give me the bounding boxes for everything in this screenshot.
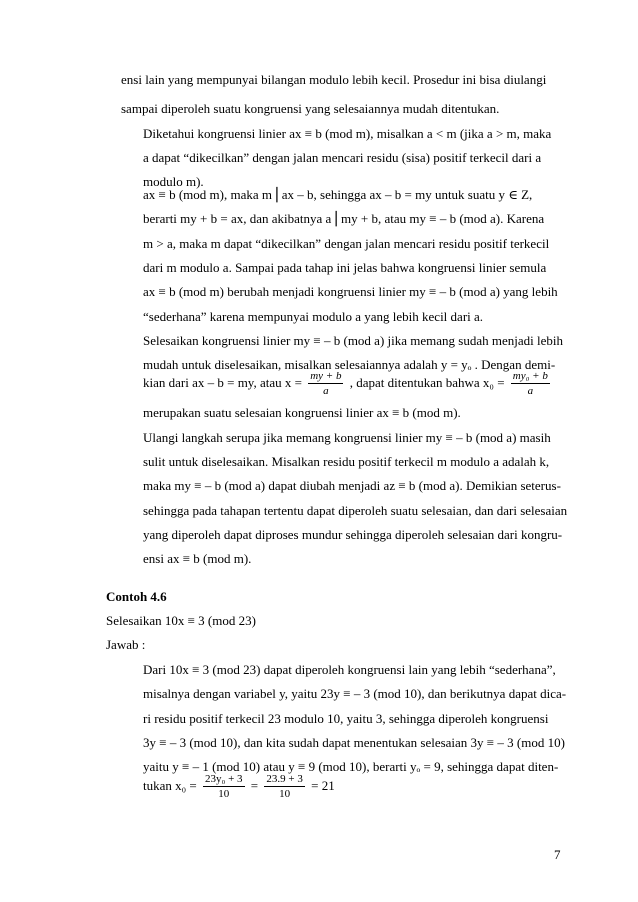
fraction-denominator: 10	[203, 786, 245, 801]
fraction-numerator: my + b	[310, 369, 342, 382]
page-number: 7	[554, 847, 561, 862]
fraction-denominator: a	[511, 383, 550, 398]
text-line: Selesaikan 10x ≡ 3 (mod 23)	[106, 613, 256, 628]
fraction-23-9-plus-3-over-10	[264, 772, 304, 801]
fraction-23y0-plus-3-over-10	[203, 772, 245, 801]
text-segment: , dapat ditentukan bahwa x₀ =	[349, 375, 508, 390]
example-heading: Contoh 4.6	[106, 589, 167, 604]
text-line: a dapat “dikecilkan” dengan jalan mencari residu (sisa) positif terkecil dari a	[143, 150, 542, 165]
text-line: Selesaikan kongruensi linier my ≡ – b (mod a) jika memang sudah menjadi lebih	[143, 333, 563, 348]
text-segment: kian dari ax – b = my, atau x =	[143, 375, 306, 390]
text-line: “sederhana” karena mempunyai modulo a yang lebih kecil dari a.	[143, 309, 484, 324]
text-segment: tukan x₀ =	[143, 778, 200, 793]
text-line: sulit untuk diselesaikan. Misalkan residu positif terkecil m modulo a adalah k,	[143, 454, 550, 469]
fraction-line	[143, 771, 335, 802]
text-line: sampai diperoleh suatu kongruensi yang selesaiannya mudah ditentukan.	[121, 101, 500, 116]
fraction-my0-plus-b-over-a	[511, 369, 550, 398]
text-line: Diketahui kongruensi linier ax ≡ b (mod m), misalkan a < m (jika a > m, maka	[143, 126, 552, 141]
text-line: maka my ≡ – b (mod a) dapat diubah menjadi az ≡ b (mod a). Demikian seterus-	[143, 478, 561, 493]
text-line: ri residu positif terkecil 23 modulo 10, yaitu 3, sehingga diperoleh kongruensi	[143, 711, 549, 726]
fraction-denominator: 10	[264, 786, 304, 801]
fraction-line	[143, 368, 553, 399]
result-value: = 21	[311, 778, 335, 793]
text-line: ax ≡ b (mod m) berubah menjadi kongruensi linier my ≡ – b (mod a) yang lebih	[143, 284, 558, 299]
text-line: ensi ax ≡ b (mod m).	[143, 551, 252, 566]
text-line: yaitu y ≡ – 1 (mod 10) atau y ≡ 9 (mod 10), berarti yₒ = 9, sehingga dapat diten-	[143, 759, 559, 774]
text-line: misalnya dengan variabel y, yaitu 23y ≡ – 3 (mod 10), dan berikutnya dapat dica-	[143, 686, 567, 701]
fraction-my-plus-b-over-a	[308, 369, 343, 398]
text-line: berarti my + b = ax, dan akibatnya a ⎢my + b, atau my ≡ – b (mod a). Karena	[143, 211, 545, 226]
text-line: Jawab :	[106, 637, 146, 652]
text-line: Dari 10x ≡ 3 (mod 23) dapat diperoleh kongruensi lain yang lebih “sederhana”,	[143, 662, 556, 677]
fraction-numerator: 23.9 + 3	[266, 772, 303, 785]
text-line: ax ≡ b (mod m), maka m ⎢ax – b, sehingga ax – b = my untuk suatu y ∈ Z,	[143, 187, 533, 202]
text-line: dari m modulo a. Sampai pada tahap ini jelas bahwa kongruensi linier semula	[143, 260, 547, 275]
text-line: merupakan suatu selesaian kongruensi linier ax ≡ b (mod m).	[143, 405, 461, 420]
text-line: ensi lain yang mempunyai bilangan modulo lebih kecil. Prosedur ini bisa diulangi	[121, 72, 547, 87]
text-line: m > a, maka m dapat “dikecilkan” dengan jalan mencari residu positif terkecil	[143, 236, 550, 251]
text-line: modulo m).	[143, 174, 204, 189]
text-line: Ulangi langkah serupa jika memang kongruensi linier my ≡ – b (mod a) masih	[143, 430, 551, 445]
text-line: 3y ≡ – 3 (mod 10), dan kita sudah dapat menentukan selesaian 3y ≡ – 3 (mod 10)	[143, 735, 565, 750]
text-line: sehingga pada tahapan tertentu dapat diperoleh suatu selesaian, dan dari selesaian	[143, 503, 568, 518]
equals-sign: =	[250, 778, 259, 793]
fraction-denominator: a	[308, 383, 343, 398]
text-line: mudah untuk diselesaikan, misalkan selesaiannya adalah y = yₒ . Dengan demi-	[143, 357, 556, 372]
fraction-numerator: my₀ + b	[512, 369, 548, 382]
text-line: yang diperoleh dapat diproses mundur sehingga diperoleh selesaian dari kongru-	[143, 527, 563, 542]
fraction-numerator: 23y₀ + 3	[205, 772, 243, 785]
